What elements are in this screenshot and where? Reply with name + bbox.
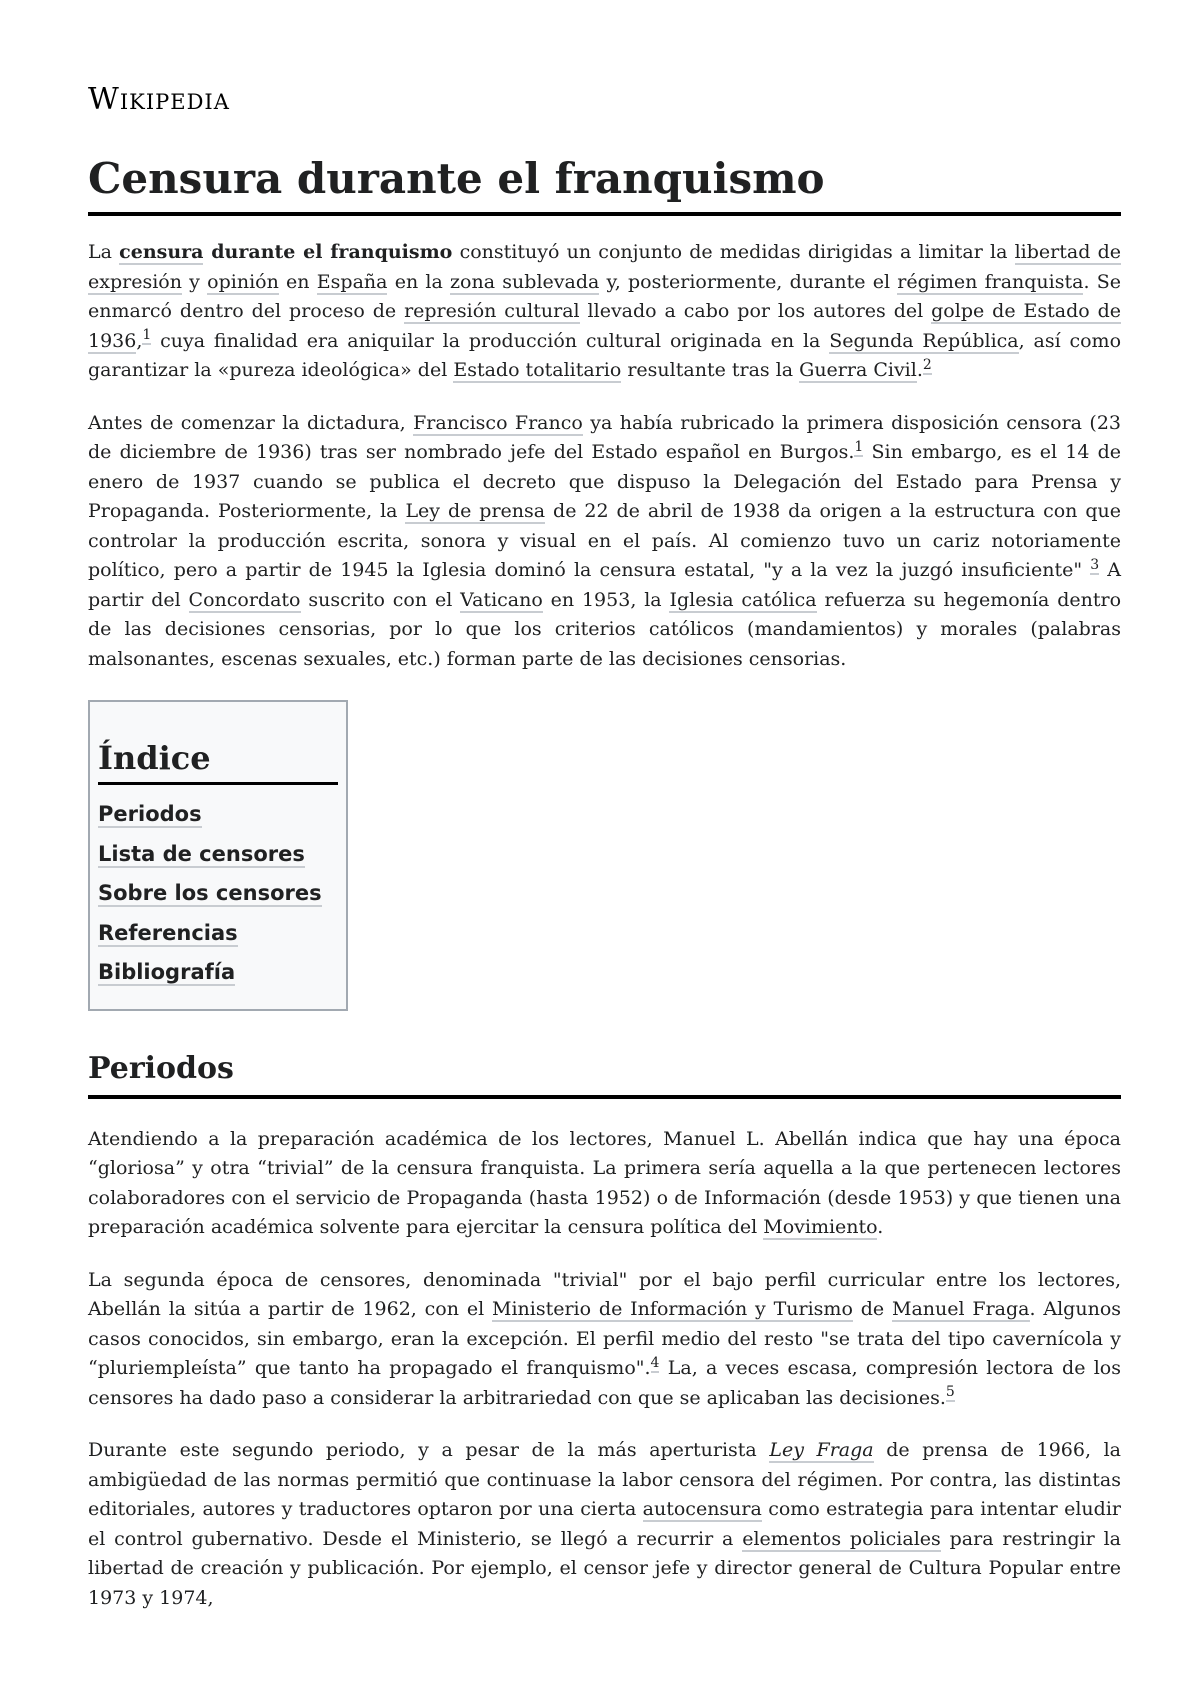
table-of-contents bbox=[88, 700, 348, 1011]
toc-item-lista-de-censores[interactable] bbox=[98, 835, 338, 875]
intro-paragraph bbox=[88, 238, 1121, 386]
toc-item-label: Lista de censores bbox=[98, 841, 305, 866]
link-espana[interactable]: España bbox=[316, 270, 388, 293]
link-francisco-franco[interactable]: Francisco Franco bbox=[413, 411, 583, 434]
link-vaticano[interactable]: Vaticano bbox=[460, 588, 543, 611]
link-ministerio-informacion-turismo[interactable]: Ministerio de Información y Turismo bbox=[492, 1298, 853, 1320]
link-censura[interactable]: censura bbox=[119, 241, 204, 263]
link-estado-totalitario[interactable]: Estado totalitario bbox=[453, 359, 622, 381]
reference-1[interactable]: 1 bbox=[854, 438, 864, 455]
link-manuel-fraga[interactable]: Manuel Fraga bbox=[891, 1298, 1030, 1320]
text: en bbox=[278, 270, 317, 293]
text: , bbox=[136, 329, 143, 352]
link-iglesia-catolica[interactable]: Iglesia católica bbox=[669, 588, 817, 611]
link-autocensura[interactable]: autocensura bbox=[642, 1498, 762, 1520]
link-concordato[interactable]: Concordato bbox=[188, 588, 301, 611]
article-page bbox=[88, 80, 1121, 1613]
text: cuya finalidad era aniquilar la producción cultural originada en la bbox=[151, 329, 830, 352]
page-title: Censura durante el franquismo bbox=[88, 150, 1121, 216]
toc-item-label: Referencias bbox=[98, 920, 238, 945]
link-ley-fraga[interactable]: Ley Fraga bbox=[769, 1439, 874, 1461]
text: de 22 de abril de 1938 da origen a la estructura con que controlar la producción escrita, sonora y visual en el país. Al comienzo tuvo un cariz notoriamente político, pero a partir de 1945 la Iglesia dominó la censura estatal, "y a la vez la juzgó insuficiente" bbox=[88, 500, 1121, 581]
link-segunda-republica[interactable]: Segunda República bbox=[829, 329, 1019, 352]
text: como estrategia para intentar eludir el control gubernativo. Desde el Ministerio, se llegó a recurrir a bbox=[88, 1498, 1121, 1550]
text: y, posteriormente, durante el bbox=[599, 270, 898, 293]
text: resultante tras la bbox=[621, 359, 800, 381]
section-heading-periodos: Periodos bbox=[88, 1049, 1121, 1099]
body-paragraph bbox=[88, 1436, 1121, 1613]
body-paragraph bbox=[88, 1266, 1121, 1414]
link-regimen-franquista[interactable]: régimen franquista bbox=[897, 270, 1084, 293]
link-elementos-policiales[interactable]: elementos policiales bbox=[742, 1527, 941, 1550]
reference-4[interactable]: 4 bbox=[650, 1354, 660, 1371]
text: de prensa de 1966, la ambigüedad de las normas permitió que continuase la labor censora del régimen. Por contra, las distintas editoriales, autores y traductores optaron por una cierta bbox=[88, 1439, 1122, 1520]
link-opinion[interactable]: opinión bbox=[207, 270, 279, 293]
text: constituyó un conjunto de medidas dirigidas a limitar la bbox=[452, 241, 1015, 263]
body-paragraph bbox=[88, 409, 1121, 675]
toc-title: Índice bbox=[98, 738, 338, 785]
text: de bbox=[852, 1298, 892, 1320]
text: Durante este segundo periodo, y a pesar de la más aperturista bbox=[88, 1439, 770, 1461]
link-ley-de-prensa[interactable]: Ley de prensa bbox=[405, 500, 546, 522]
toc-item-label: Sobre los censores bbox=[98, 881, 322, 905]
link-golpe-de-estado[interactable]: golpe de Estado de 1936 bbox=[88, 300, 1121, 352]
reference-1[interactable]: 1 bbox=[142, 327, 152, 344]
text: . Algunos casos conocidos, sin embargo, eran la excepción. El perfil medio del resto "se trata del tipo cavernícola y “pluriempleísta” que tanto ha propagado el franquismo". bbox=[88, 1298, 1122, 1379]
text: . bbox=[877, 1216, 884, 1238]
text: Antes de comenzar la dictadura, bbox=[88, 411, 414, 434]
reference-3[interactable]: 3 bbox=[1090, 556, 1100, 573]
bold-text: durante el franquismo bbox=[203, 241, 453, 263]
toc-item-periodos[interactable] bbox=[98, 795, 338, 835]
wikipedia-logo[interactable]: Wikipedia bbox=[88, 82, 230, 117]
toc-item-label: Periodos bbox=[98, 802, 202, 826]
text: La, a veces escasa, compresión lectora de los censores ha dado paso a considerar la arbitrariedad con que se aplicaban las decisiones. bbox=[88, 1357, 1121, 1409]
text: . bbox=[916, 359, 923, 381]
reference-5[interactable]: 5 bbox=[945, 1384, 955, 1401]
toc-item-referencias[interactable] bbox=[98, 914, 338, 954]
toc-list bbox=[98, 795, 338, 993]
link-zona-sublevada[interactable]: zona sublevada bbox=[450, 270, 600, 293]
text: en la bbox=[387, 270, 451, 293]
toc-item-bibliografia[interactable] bbox=[98, 953, 338, 993]
link-movimiento[interactable]: Movimiento bbox=[763, 1216, 878, 1238]
toc-item-sobre-los-censores[interactable] bbox=[98, 874, 338, 914]
text: La segunda época de censores, denominada "trivial" por el bajo perfil curricular entre los lectores, Abellán la sitúa a partir de 1962, con el bbox=[88, 1268, 1121, 1320]
body-paragraph bbox=[88, 1125, 1121, 1243]
text: llevado a cabo por los autores del bbox=[579, 300, 932, 322]
text: en 1953, la bbox=[542, 588, 670, 611]
text: A partir del bbox=[88, 559, 1121, 611]
text: Atendiendo a la preparación académica de los lectores, Manuel L. Abellán indica que hay una época “gloriosa” y otra “trivial” de la censura franquista. La primera sería aquella a la que pertenecen lectores colaboradores con el servicio de Propaganda (hasta 1952) o de Información (desde 1953) y que tienen una preparación académica solvente para ejercitar la censura política del bbox=[88, 1127, 1121, 1238]
reference-2[interactable]: 2 bbox=[922, 356, 932, 373]
link-libertad-de-expresion[interactable]: libertad de expresión bbox=[88, 241, 1121, 293]
text: La bbox=[88, 241, 120, 263]
text: para restringir la libertad de creación y publicación. Por ejemplo, el censor jefe y director general de Cultura Popular entre 1973 y 1974, bbox=[88, 1527, 1121, 1609]
text: y bbox=[181, 270, 208, 293]
toc-item-label: Bibliografía bbox=[98, 960, 236, 984]
text: , así como garantizar la «pureza ideológica» del bbox=[88, 329, 1122, 381]
link-guerra-civil[interactable]: Guerra Civil bbox=[799, 359, 917, 381]
text: suscrito con el bbox=[300, 588, 461, 611]
link-represion-cultural[interactable]: represión cultural bbox=[404, 300, 580, 322]
text: refuerza su hegemonía dentro de las decisiones censorias, por lo que los criterios católicos (mandamientos) y morales (palabras malsonantes, escenas sexuales, etc.) forman parte de las decisiones censorias. bbox=[88, 588, 1122, 670]
text: ya había rubricado la primera disposición censora (23 de diciembre de 1936) tras ser nombrado jefe del Estado español en Burgos. bbox=[88, 411, 1121, 463]
text: Sin embargo, es el 14 de enero de 1937 cuando se publica el decreto que dispuso la Delegación del Estado para Prensa y Propaganda. Posteriormente, la bbox=[88, 441, 1121, 522]
text: . Se enmarcó dentro del proceso de bbox=[88, 270, 1121, 322]
